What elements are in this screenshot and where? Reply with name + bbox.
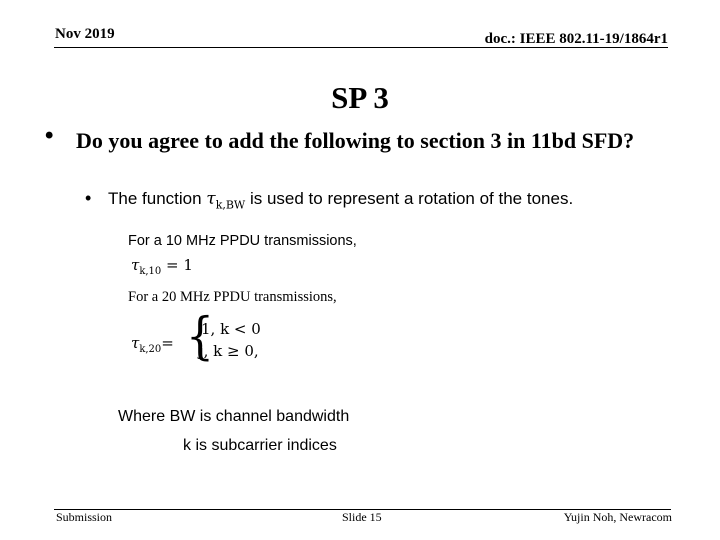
equation-20mhz-lhs: $\tau_{k,20}=$ [131,334,174,355]
piecewise-brace: { [186,307,214,366]
header-date: Nov 2019 [55,26,115,42]
slide-title: SP 3 [331,80,389,115]
sub-bullet: • [85,188,92,208]
header-doc-id: doc.: IEEE 802.11-19/1864r1 [484,31,668,47]
equation-case-nonnegative: j, k ≥ 0, [199,342,259,360]
equation-10mhz: $\tau_{k,10} = 1$ [131,256,193,277]
sub-text-after: is used to represent a rotation of the tones. [245,189,574,208]
footer-author: Yujin Noh, Newracom [563,510,672,524]
footer-slide-number: Slide 15 [342,510,382,524]
tau-symbol: $\tau_{k,BW}$ [206,189,246,212]
footer-submission: Submission [56,510,113,524]
ppdu-10mhz-text: For a 10 MHz PPDU transmissions, [128,233,357,249]
header-divider [54,47,668,48]
question-bullet: • [45,122,54,149]
sub-bullet-text [108,189,573,211]
sub-text-before: The function [108,189,207,208]
equation-case-negative: 1, k < 0 [201,320,261,338]
ppdu-20mhz-text: For a 20 MHz PPDU transmissions, [128,289,337,305]
where-k-text: k is subcarrier indices [183,437,337,454]
where-bw-text: Where BW is channel bandwidth [118,408,350,425]
question-text: Do you agree to add the following to section 3 in 11bd SFD? [76,128,635,153]
